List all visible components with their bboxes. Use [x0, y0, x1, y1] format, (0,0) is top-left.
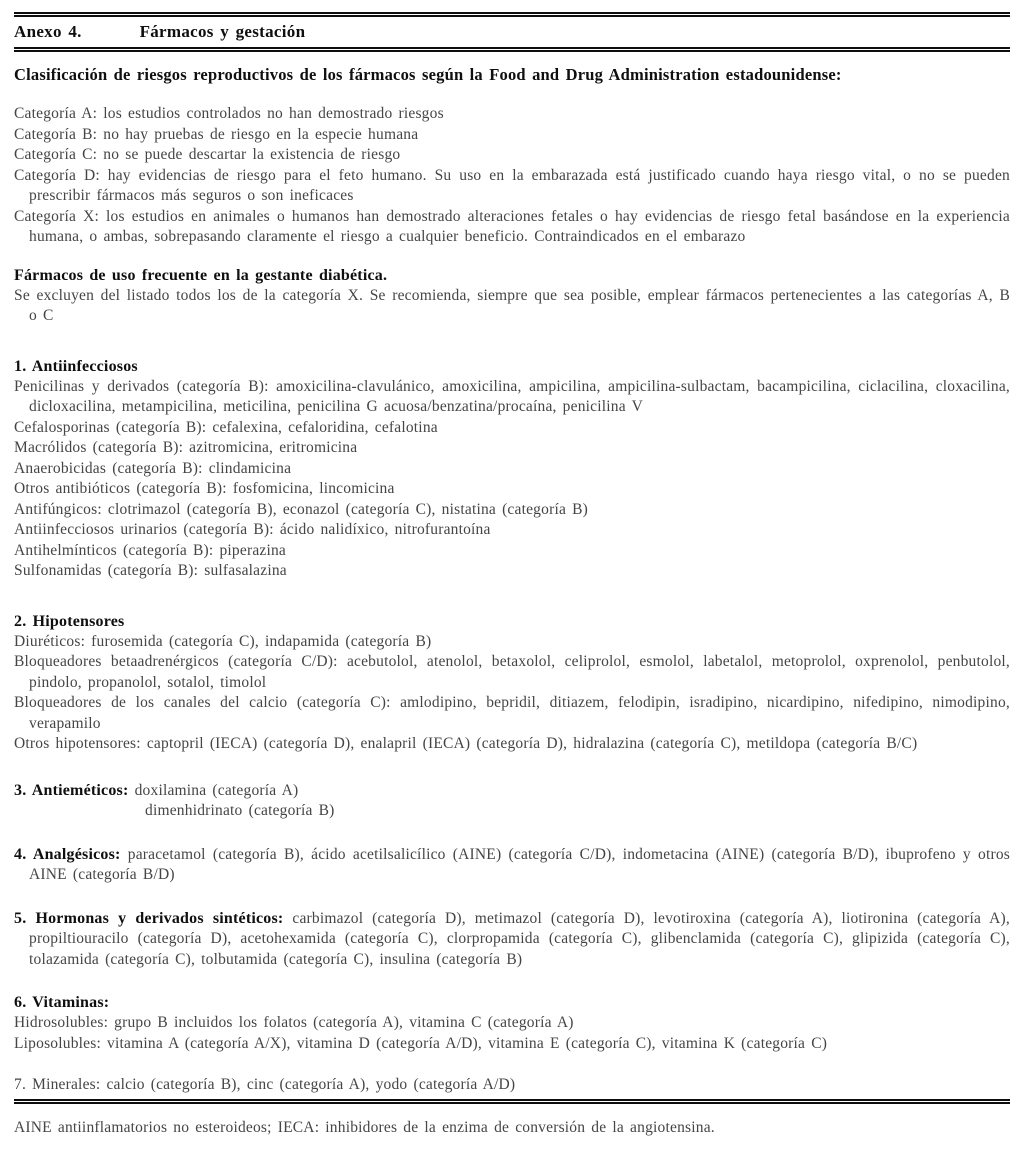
drug-entry: Bloqueadores de los canales del calcio (categoría C): amlodipino, bepridil, ditiazem, felodipin, isradipino, nicardipino, nifedipino, nimodipino, verapamilo	[14, 694, 1010, 732]
annex-header	[14, 21, 1010, 43]
drug-entry: Penicilinas y derivados (categoría B): amoxicilina-clavulánico, amoxicilina, ampicilina, ampicilina-sulbactam, bacampicilina, ciclacilina, cloxacilina, dicloxacilina, metampicilina, meticilina, penicilina G acuosa/benzatina/procaína, penicilina V	[14, 377, 1010, 415]
section-2-title: 2. Hipotensores	[14, 612, 125, 630]
drug-entry: Otros antibióticos (categoría B): fosfomicina, lincomicina	[14, 480, 395, 497]
drug-entry: Diuréticos: furosemida (categoría C), indapamida (categoría B)	[14, 632, 432, 650]
header-rule	[14, 47, 1010, 52]
category-x-line: Categoría X: los estudios en animales o humanos han demostrado alteraciones fetales o hay evidencias de riesgo fetal basándose en la experiencia humana, o ambas, sobrepasando claramente el riesgo a cualquier beneficio. Contraindicados en el embarazo	[14, 207, 1010, 245]
section-3-antiemetics	[14, 781, 1010, 822]
top-rule	[14, 12, 1010, 17]
section-4-text: paracetamol (categoría B), ácido acetilsalicílico (AINE) (categoría C/D), indometacina (AINE) (categoría B/D), ibuprofeno y otros AINE (categoría B/D)	[29, 845, 1011, 883]
drug-entry: Sulfonamidas (categoría B): sulfasalazina	[14, 562, 287, 579]
category-b-line: Categoría B: no hay pruebas de riesgo en la especie humana	[14, 125, 419, 143]
drug-entry: dimenhidrinato (categoría B)	[145, 802, 335, 819]
drug-entry: Antifúngicos: clotrimazol (categoría B), econazol (categoría C), nistatina (categoría B)	[14, 500, 589, 518]
drug-entry: Cefalosporinas (categoría B): cefalexina, cefaloridina, cefalotina	[14, 418, 438, 436]
section-6-entries	[14, 1013, 1010, 1054]
section-1-title: 1. Antiinfecciosos	[14, 357, 138, 375]
drug-entry: Liposolubles: vitamina A (categoría A/X), vitamina D (categoría A/D), vitamina E (categoría C), vitamina K (categoría C)	[14, 1034, 828, 1052]
drug-entry: Macrólidos (categoría B): azitromicina, eritromicina	[14, 439, 358, 456]
annex-number: Anexo 4.	[14, 22, 82, 41]
section-3-label: 3. Antieméticos:	[14, 781, 129, 799]
section-7-minerals: 7. Minerales: calcio (categoría B), cinc (categoría A), yodo (categoría A/D)	[14, 1076, 516, 1093]
section-5-label: 5. Hormonas y derivados sintéticos:	[14, 909, 284, 927]
fda-categories	[14, 104, 1010, 248]
drug-entry: Bloqueadores betaadrenérgicos (categoría C/D): acebutolol, atenolol, betaxolol, celiprolol, esmolol, labetalol, metoprolol, oxprenolol, penbutolol, pindolo, propanolol, sotalol, timolol	[14, 653, 1010, 691]
drug-entry: Antihelmínticos (categoría B): piperazina	[14, 541, 287, 559]
document-page	[0, 12, 1024, 1138]
category-a-line: Categoría A: los estudios controlados no han demostrado riesgos	[14, 105, 444, 122]
usage-heading: Fármacos de uso frecuente en la gestante diabética.	[14, 266, 388, 284]
section-5-text: carbimazol (categoría D), metimazol (categoría D), levotiroxina (categoría A), liotironina (categoría A), propiltiouracilo (categoría D), acetohexamida (categoría C), clorpropamida (categoría C), glibenclamida (categoría C), glipizida (categoría C), tolazamida (categoría C), tolbutamida (categoría C), insulina (categoría B)	[29, 909, 1010, 968]
section-2-entries	[14, 632, 1010, 755]
drug-entry	[14, 781, 1010, 802]
abbreviations-footnote: AINE antiinflamatorios no esteroideos; IECA: inhibidores de la enzima de conversión de la angiotensina.	[14, 1118, 715, 1136]
drug-entry: Anaerobicidas (categoría B): clindamicina	[14, 459, 292, 477]
annex-title: Fármacos y gestación	[139, 22, 306, 41]
usage-note: Se excluyen del listado todos los de la categoría X. Se recomienda, siempre que sea posible, emplear fármacos pertenecientes a las categorías A, B o C	[14, 286, 1010, 324]
section-4-label: 4. Analgésicos:	[14, 845, 121, 863]
drug-entry: Hidrosolubles: grupo B incluidos los folatos (categoría A), vitamina C (categoría A)	[14, 1014, 574, 1031]
classification-heading: Clasificación de riesgos reproductivos de los fármacos según la Food and Drug Administration estadounidense:	[14, 65, 842, 84]
section-5-hormones	[14, 909, 1010, 971]
section-1-entries	[14, 377, 1010, 582]
section-3-text: doxilamina (categoría A)	[134, 781, 299, 799]
category-c-line: Categoría C: no se puede descartar la existencia de riesgo	[14, 146, 401, 163]
category-d-line: Categoría D: hay evidencias de riesgo para el feto humano. Su uso en la embarazada está justificado cuando haya riesgo vital, o no se pueden prescribir fármacos más seguros o son ineficaces	[14, 166, 1010, 204]
section-6-title: 6. Vitaminas:	[14, 994, 110, 1011]
bottom-rule	[14, 1099, 1010, 1104]
drug-entry: Antiinfecciosos urinarios (categoría B): ácido nalidíxico, nitrofurantoína	[14, 521, 491, 538]
drug-entry: Otros hipotensores: captopril (IECA) (categoría D), enalapril (IECA) (categoría D), hidralazina (categoría C), metildopa (categoría B/C)	[14, 735, 918, 752]
section-4-analgesics	[14, 845, 1010, 886]
